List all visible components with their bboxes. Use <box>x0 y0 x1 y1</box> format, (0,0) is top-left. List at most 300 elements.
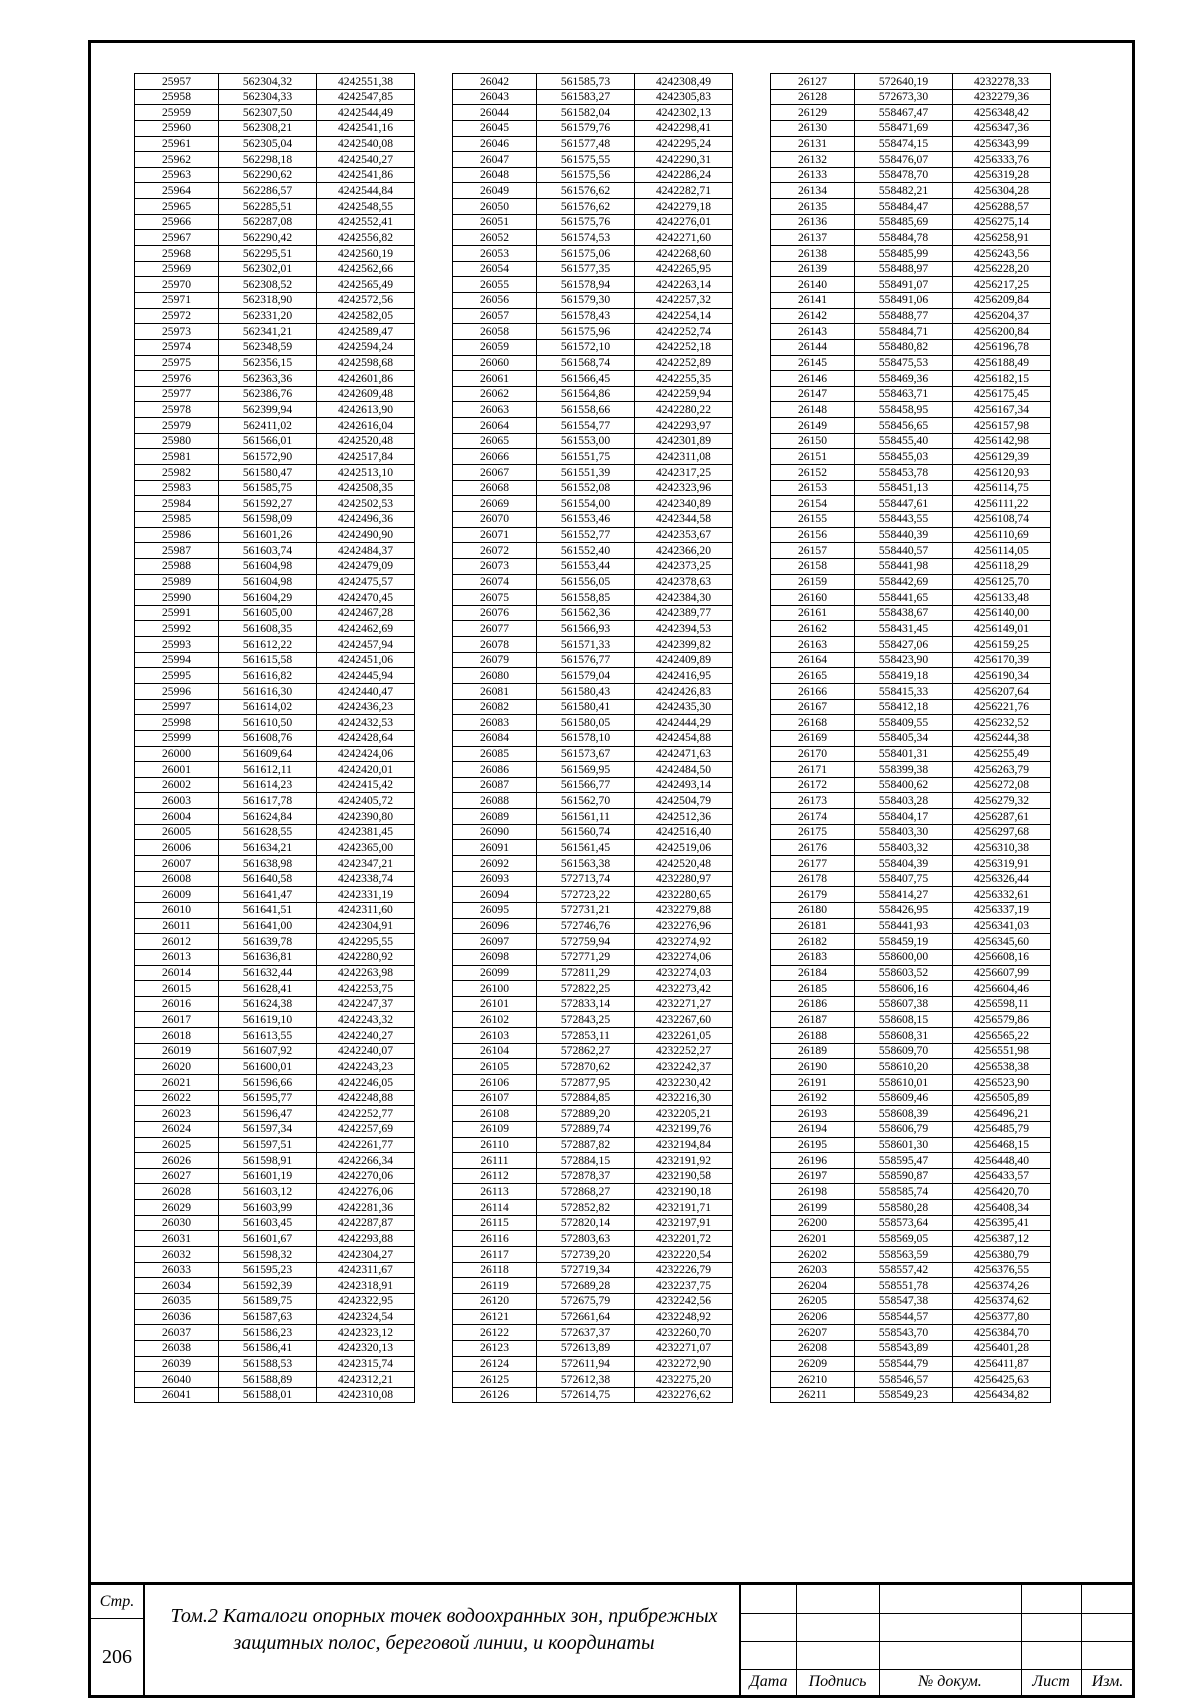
table-row <box>135 621 415 637</box>
y-coordinate-cell: 4242405,72 <box>317 793 415 809</box>
table-row <box>453 887 733 903</box>
y-coordinate-cell: 4242304,91 <box>317 918 415 934</box>
x-coordinate-cell: 561578,94 <box>537 277 635 293</box>
table-row <box>135 402 415 418</box>
table-row <box>771 949 1051 965</box>
x-coordinate-cell: 561553,44 <box>537 558 635 574</box>
y-coordinate-cell: 4232280,65 <box>635 887 733 903</box>
point-number-cell: 25996 <box>135 683 219 699</box>
x-coordinate-cell: 558404,39 <box>855 856 953 872</box>
table-row <box>135 762 415 778</box>
x-coordinate-cell: 558482,21 <box>855 183 953 199</box>
x-coordinate-cell: 572884,85 <box>537 1090 635 1106</box>
table-row <box>453 1012 733 1028</box>
point-number-cell: 26105 <box>453 1059 537 1075</box>
table-row <box>771 1278 1051 1294</box>
x-coordinate-cell: 561580,43 <box>537 683 635 699</box>
x-coordinate-cell: 562305,04 <box>219 136 317 152</box>
x-coordinate-cell: 558469,36 <box>855 371 953 387</box>
y-coordinate-cell: 4256604,46 <box>953 981 1051 997</box>
y-coordinate-cell: 4242282,71 <box>635 183 733 199</box>
point-number-cell: 25977 <box>135 386 219 402</box>
point-number-cell: 26041 <box>135 1387 219 1403</box>
point-number-cell: 26143 <box>771 324 855 340</box>
point-number-cell: 26165 <box>771 668 855 684</box>
y-coordinate-cell: 4232205,21 <box>635 1106 733 1122</box>
table-row <box>771 683 1051 699</box>
table-row <box>771 183 1051 199</box>
y-coordinate-cell: 4242616,04 <box>317 418 415 434</box>
table-row <box>771 1168 1051 1184</box>
x-coordinate-cell: 561598,32 <box>219 1247 317 1263</box>
point-number-cell: 25989 <box>135 574 219 590</box>
y-coordinate-cell: 4256204,37 <box>953 308 1051 324</box>
y-coordinate-cell: 4242271,60 <box>635 230 733 246</box>
point-number-cell: 26055 <box>453 277 537 293</box>
point-number-cell: 26058 <box>453 324 537 340</box>
point-number-cell: 26192 <box>771 1090 855 1106</box>
x-coordinate-cell: 572673,30 <box>855 89 953 105</box>
point-number-cell: 26068 <box>453 480 537 496</box>
table-row <box>771 1012 1051 1028</box>
point-number-cell: 26189 <box>771 1043 855 1059</box>
point-number-cell: 26144 <box>771 339 855 355</box>
x-coordinate-cell: 561560,74 <box>537 824 635 840</box>
table-row <box>771 386 1051 402</box>
y-coordinate-cell: 4256149,01 <box>953 621 1051 637</box>
point-number-cell: 26057 <box>453 308 537 324</box>
point-number-cell: 26127 <box>771 74 855 90</box>
x-coordinate-cell: 561608,35 <box>219 621 317 637</box>
table-row <box>453 496 733 512</box>
table-row <box>453 214 733 230</box>
table-row <box>135 699 415 715</box>
point-number-cell: 26203 <box>771 1262 855 1278</box>
point-number-cell: 25976 <box>135 371 219 387</box>
point-number-cell: 26075 <box>453 590 537 606</box>
point-number-cell: 26119 <box>453 1278 537 1294</box>
table-row <box>771 527 1051 543</box>
x-coordinate-cell: 561564,86 <box>537 386 635 402</box>
x-coordinate-cell: 561577,35 <box>537 261 635 277</box>
x-coordinate-cell: 561576,77 <box>537 652 635 668</box>
point-number-cell: 25960 <box>135 120 219 136</box>
table-row <box>453 246 733 262</box>
point-number-cell: 26184 <box>771 965 855 981</box>
table-row <box>771 308 1051 324</box>
y-coordinate-cell: 4242428,64 <box>317 730 415 746</box>
table-row <box>135 543 415 559</box>
table-row <box>771 277 1051 293</box>
point-number-cell: 26011 <box>135 918 219 934</box>
table-row <box>135 840 415 856</box>
x-coordinate-cell: 558595,47 <box>855 1153 953 1169</box>
y-coordinate-cell: 4242490,90 <box>317 527 415 543</box>
point-number-cell: 26103 <box>453 1028 537 1044</box>
table-row <box>135 981 415 997</box>
y-coordinate-cell: 4242551,38 <box>317 74 415 90</box>
point-number-cell: 25986 <box>135 527 219 543</box>
table-row <box>453 527 733 543</box>
point-number-cell: 26027 <box>135 1168 219 1184</box>
x-coordinate-cell: 558608,39 <box>855 1106 953 1122</box>
y-coordinate-cell: 4242484,50 <box>635 762 733 778</box>
point-number-cell: 26115 <box>453 1215 537 1231</box>
table-row <box>453 746 733 762</box>
table-row <box>135 715 415 731</box>
point-number-cell: 26099 <box>453 965 537 981</box>
table-row <box>453 230 733 246</box>
y-coordinate-cell: 4242457,94 <box>317 637 415 653</box>
point-number-cell: 26080 <box>453 668 537 684</box>
point-number-cell: 26037 <box>135 1325 219 1341</box>
point-number-cell: 26048 <box>453 167 537 183</box>
x-coordinate-cell: 558401,31 <box>855 746 953 762</box>
y-coordinate-cell: 4242484,37 <box>317 543 415 559</box>
y-coordinate-cell: 4256108,74 <box>953 511 1051 527</box>
x-coordinate-cell: 572862,27 <box>537 1043 635 1059</box>
point-number-cell: 26033 <box>135 1262 219 1278</box>
x-coordinate-cell: 572868,27 <box>537 1184 635 1200</box>
x-coordinate-cell: 572611,94 <box>537 1356 635 1372</box>
table-row <box>135 136 415 152</box>
table-row <box>771 120 1051 136</box>
y-coordinate-cell: 4242240,07 <box>317 1043 415 1059</box>
point-number-cell: 26141 <box>771 292 855 308</box>
y-coordinate-cell: 4242516,40 <box>635 824 733 840</box>
y-coordinate-cell: 4242254,14 <box>635 308 733 324</box>
y-coordinate-cell: 4232280,97 <box>635 871 733 887</box>
table-row <box>771 105 1051 121</box>
table-row <box>771 1247 1051 1263</box>
table-row <box>135 199 415 215</box>
title-block <box>91 1582 1132 1695</box>
point-number-cell: 26049 <box>453 183 537 199</box>
x-coordinate-cell: 558478,70 <box>855 167 953 183</box>
table-row <box>453 637 733 653</box>
x-coordinate-cell: 561574,53 <box>537 230 635 246</box>
point-number-cell: 25981 <box>135 449 219 465</box>
page-number: 206 <box>91 1619 145 1695</box>
table-row <box>135 511 415 527</box>
point-number-cell: 26015 <box>135 981 219 997</box>
point-number-cell: 26059 <box>453 339 537 355</box>
x-coordinate-cell: 558485,99 <box>855 246 953 262</box>
y-coordinate-cell: 4242257,32 <box>635 292 733 308</box>
y-coordinate-cell: 4242312,21 <box>317 1372 415 1388</box>
table-row <box>453 777 733 793</box>
y-coordinate-cell: 4232216,30 <box>635 1090 733 1106</box>
table-row <box>135 1168 415 1184</box>
point-number-cell: 25992 <box>135 621 219 637</box>
point-number-cell: 26135 <box>771 199 855 215</box>
x-coordinate-cell: 562399,94 <box>219 402 317 418</box>
x-coordinate-cell: 558544,79 <box>855 1356 953 1372</box>
x-coordinate-cell: 561552,08 <box>537 480 635 496</box>
point-number-cell: 26001 <box>135 762 219 778</box>
y-coordinate-cell: 4256380,79 <box>953 1247 1051 1263</box>
x-coordinate-cell: 561561,45 <box>537 840 635 856</box>
table-row <box>135 637 415 653</box>
x-coordinate-cell: 558557,42 <box>855 1262 953 1278</box>
x-coordinate-cell: 561589,75 <box>219 1293 317 1309</box>
x-coordinate-cell: 558404,17 <box>855 809 953 825</box>
page-label: Стр. <box>91 1585 145 1619</box>
point-number-cell: 26062 <box>453 386 537 402</box>
table-row <box>453 762 733 778</box>
table-row <box>135 668 415 684</box>
point-number-cell: 26067 <box>453 465 537 481</box>
x-coordinate-cell: 561596,47 <box>219 1106 317 1122</box>
point-number-cell: 26091 <box>453 840 537 856</box>
x-coordinate-cell: 561604,98 <box>219 574 317 590</box>
point-number-cell: 26098 <box>453 949 537 965</box>
y-coordinate-cell: 4256258,91 <box>953 230 1051 246</box>
table-row <box>771 1325 1051 1341</box>
x-coordinate-cell: 561610,50 <box>219 715 317 731</box>
point-number-cell: 26121 <box>453 1309 537 1325</box>
table-row <box>771 1184 1051 1200</box>
point-number-cell: 26090 <box>453 824 537 840</box>
table-row <box>453 605 733 621</box>
point-number-cell: 26171 <box>771 762 855 778</box>
point-number-cell: 26149 <box>771 418 855 434</box>
x-coordinate-cell: 558427,06 <box>855 637 953 653</box>
x-coordinate-cell: 558610,01 <box>855 1075 953 1091</box>
x-coordinate-cell: 561603,99 <box>219 1200 317 1216</box>
table-row <box>135 214 415 230</box>
table-row <box>771 934 1051 950</box>
point-number-cell: 26035 <box>135 1293 219 1309</box>
y-coordinate-cell: 4242324,54 <box>317 1309 415 1325</box>
table-row <box>135 105 415 121</box>
x-coordinate-cell: 561562,36 <box>537 605 635 621</box>
x-coordinate-cell: 558441,98 <box>855 558 953 574</box>
x-coordinate-cell: 558438,67 <box>855 605 953 621</box>
x-coordinate-cell: 558608,15 <box>855 1012 953 1028</box>
table-row <box>771 261 1051 277</box>
point-number-cell: 26167 <box>771 699 855 715</box>
y-coordinate-cell: 4242308,49 <box>635 74 733 90</box>
table-row <box>453 590 733 606</box>
x-coordinate-cell: 561624,84 <box>219 809 317 825</box>
x-coordinate-cell: 561566,01 <box>219 433 317 449</box>
point-number-cell: 26040 <box>135 1372 219 1388</box>
point-number-cell: 26152 <box>771 465 855 481</box>
y-coordinate-cell: 4242594,24 <box>317 339 415 355</box>
x-coordinate-cell: 561601,67 <box>219 1231 317 1247</box>
point-number-cell: 26044 <box>453 105 537 121</box>
y-coordinate-cell: 4256157,98 <box>953 418 1051 434</box>
y-coordinate-cell: 4242432,53 <box>317 715 415 731</box>
point-number-cell: 25957 <box>135 74 219 90</box>
table-row <box>135 277 415 293</box>
y-coordinate-cell: 4242520,48 <box>635 856 733 872</box>
x-coordinate-cell: 561595,77 <box>219 1090 317 1106</box>
y-coordinate-cell: 4232274,03 <box>635 965 733 981</box>
x-coordinate-cell: 561586,23 <box>219 1325 317 1341</box>
y-coordinate-cell: 4242598,68 <box>317 355 415 371</box>
point-number-cell: 26030 <box>135 1215 219 1231</box>
point-number-cell: 26065 <box>453 433 537 449</box>
x-coordinate-cell: 561576,62 <box>537 183 635 199</box>
table-row <box>771 809 1051 825</box>
table-row <box>135 1309 415 1325</box>
table-row <box>771 668 1051 684</box>
point-number-cell: 26114 <box>453 1200 537 1216</box>
x-coordinate-cell: 561578,43 <box>537 308 635 324</box>
y-coordinate-cell: 4256167,34 <box>953 402 1051 418</box>
y-coordinate-cell: 4242547,85 <box>317 89 415 105</box>
y-coordinate-cell: 4256129,39 <box>953 449 1051 465</box>
point-number-cell: 25999 <box>135 730 219 746</box>
table-row <box>453 1137 733 1153</box>
y-coordinate-cell: 4242471,63 <box>635 746 733 762</box>
table-row <box>135 652 415 668</box>
x-coordinate-cell: 562285,51 <box>219 199 317 215</box>
x-coordinate-cell: 558606,79 <box>855 1121 953 1137</box>
point-number-cell: 26151 <box>771 449 855 465</box>
x-coordinate-cell: 561580,41 <box>537 699 635 715</box>
table-row <box>453 152 733 168</box>
table-row <box>771 1090 1051 1106</box>
point-number-cell: 25993 <box>135 637 219 653</box>
y-coordinate-cell: 4242295,24 <box>635 136 733 152</box>
point-number-cell: 26101 <box>453 996 537 1012</box>
x-coordinate-cell: 561558,66 <box>537 402 635 418</box>
y-coordinate-cell: 4256228,20 <box>953 261 1051 277</box>
y-coordinate-cell: 4256182,15 <box>953 371 1051 387</box>
point-number-cell: 26045 <box>453 120 537 136</box>
point-number-cell: 26094 <box>453 887 537 903</box>
table-row <box>135 996 415 1012</box>
x-coordinate-cell: 558471,69 <box>855 120 953 136</box>
y-coordinate-cell: 4242287,87 <box>317 1215 415 1231</box>
x-coordinate-cell: 572822,25 <box>537 981 635 997</box>
y-coordinate-cell: 4242311,08 <box>635 449 733 465</box>
point-number-cell: 26160 <box>771 590 855 606</box>
point-number-cell: 25980 <box>135 433 219 449</box>
y-coordinate-cell: 4232279,36 <box>953 89 1051 105</box>
table-row <box>771 856 1051 872</box>
table-row <box>771 574 1051 590</box>
table-row <box>771 1075 1051 1091</box>
y-coordinate-cell: 4256376,55 <box>953 1262 1051 1278</box>
table-row <box>771 1106 1051 1122</box>
x-coordinate-cell: 562304,32 <box>219 74 317 90</box>
y-coordinate-cell: 4242318,91 <box>317 1278 415 1294</box>
table-row <box>135 1137 415 1153</box>
y-coordinate-cell: 4242496,36 <box>317 511 415 527</box>
table-row <box>135 449 415 465</box>
y-coordinate-cell: 4232271,27 <box>635 996 733 1012</box>
point-number-cell: 26120 <box>453 1293 537 1309</box>
y-coordinate-cell: 4242253,75 <box>317 981 415 997</box>
y-coordinate-cell: 4256538,38 <box>953 1059 1051 1075</box>
x-coordinate-cell: 561578,10 <box>537 730 635 746</box>
y-coordinate-cell: 4242366,20 <box>635 543 733 559</box>
table-row <box>135 1075 415 1091</box>
x-coordinate-cell: 558426,95 <box>855 902 953 918</box>
y-coordinate-cell: 4242565,49 <box>317 277 415 293</box>
table-row <box>771 214 1051 230</box>
point-number-cell: 26126 <box>453 1387 537 1403</box>
y-coordinate-cell: 4242454,88 <box>635 730 733 746</box>
point-number-cell: 26104 <box>453 1043 537 1059</box>
x-coordinate-cell: 558409,55 <box>855 715 953 731</box>
y-coordinate-cell: 4256377,80 <box>953 1309 1051 1325</box>
table-row <box>453 339 733 355</box>
point-number-cell: 26095 <box>453 902 537 918</box>
table-row <box>135 371 415 387</box>
point-number-cell: 26086 <box>453 762 537 778</box>
x-coordinate-cell: 558405,34 <box>855 730 953 746</box>
y-coordinate-cell: 4256551,98 <box>953 1043 1051 1059</box>
date-label: Дата <box>749 1673 788 1690</box>
point-number-cell: 26093 <box>453 871 537 887</box>
y-coordinate-cell: 4242261,77 <box>317 1137 415 1153</box>
y-coordinate-cell: 4242263,98 <box>317 965 415 981</box>
y-coordinate-cell: 4242399,82 <box>635 637 733 653</box>
x-coordinate-cell: 572731,21 <box>537 902 635 918</box>
signature-grid <box>739 1585 1132 1695</box>
point-number-cell: 26129 <box>771 105 855 121</box>
table-row <box>453 308 733 324</box>
table-row <box>453 621 733 637</box>
x-coordinate-cell: 561566,77 <box>537 777 635 793</box>
table-row <box>135 433 415 449</box>
point-number-cell: 26157 <box>771 543 855 559</box>
x-coordinate-cell: 561583,27 <box>537 89 635 105</box>
table-row <box>135 1028 415 1044</box>
point-number-cell: 26193 <box>771 1106 855 1122</box>
point-number-cell: 25959 <box>135 105 219 121</box>
y-coordinate-cell: 4256133,48 <box>953 590 1051 606</box>
point-number-cell: 26034 <box>135 1278 219 1294</box>
y-coordinate-cell: 4242252,18 <box>635 339 733 355</box>
table-row <box>771 292 1051 308</box>
table-row <box>135 496 415 512</box>
point-number-cell: 26158 <box>771 558 855 574</box>
point-number-cell: 26021 <box>135 1075 219 1091</box>
y-coordinate-cell: 4242340,89 <box>635 496 733 512</box>
y-coordinate-cell: 4256114,75 <box>953 480 1051 496</box>
point-number-cell: 26118 <box>453 1262 537 1278</box>
table-row <box>135 418 415 434</box>
x-coordinate-cell: 561616,82 <box>219 668 317 684</box>
table-row <box>453 902 733 918</box>
point-number-cell: 26100 <box>453 981 537 997</box>
x-coordinate-cell: 572637,37 <box>537 1325 635 1341</box>
y-coordinate-cell: 4242281,36 <box>317 1200 415 1216</box>
point-number-cell: 26042 <box>453 74 537 90</box>
y-coordinate-cell: 4232274,92 <box>635 934 733 950</box>
y-coordinate-cell: 4256319,91 <box>953 856 1051 872</box>
x-coordinate-cell: 572884,15 <box>537 1153 635 1169</box>
point-number-cell: 26172 <box>771 777 855 793</box>
x-coordinate-cell: 561639,78 <box>219 934 317 950</box>
y-coordinate-cell: 4256118,29 <box>953 558 1051 574</box>
x-coordinate-cell: 572889,74 <box>537 1121 635 1137</box>
y-coordinate-cell: 4242540,08 <box>317 136 415 152</box>
y-coordinate-cell: 4242467,28 <box>317 605 415 621</box>
point-number-cell: 26071 <box>453 527 537 543</box>
y-coordinate-cell: 4256275,14 <box>953 214 1051 230</box>
y-coordinate-cell: 4256263,79 <box>953 762 1051 778</box>
x-coordinate-cell: 561566,93 <box>537 621 635 637</box>
y-coordinate-cell: 4232260,70 <box>635 1325 733 1341</box>
y-coordinate-cell: 4242293,88 <box>317 1231 415 1247</box>
